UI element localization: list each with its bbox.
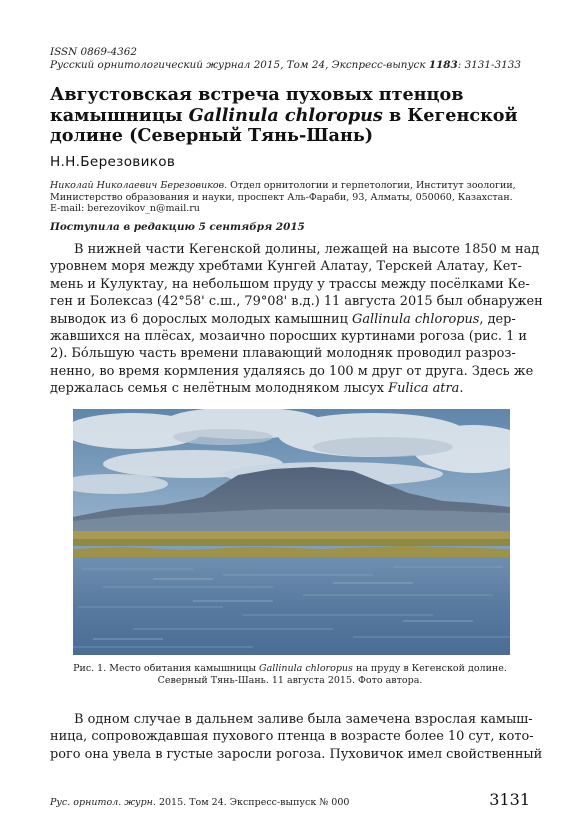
body-paragraph-2 xyxy=(50,711,543,763)
habitat-photo xyxy=(73,409,510,655)
caption-species-name: Gallinula chloropus xyxy=(259,663,353,674)
affiliation-line-2: Министерство образования и науки, проспект Аль-Фараби, 93, Алматы, 050060, Казахстан. xyxy=(50,191,513,203)
text-span: , дер- xyxy=(479,311,516,327)
journal-name: Русский орнитологический журнал 2015, Том 24, Экспресс-выпуск xyxy=(50,59,429,71)
footer-issue: 2015. Том 24. Экспресс-выпуск № 000 xyxy=(155,797,350,808)
text-span: выводок из 6 дорослых молодых камышниц xyxy=(50,311,353,327)
text-line: ненно, во время кормления удаляясь до 100 м друг от друга. Здесь же xyxy=(50,363,534,379)
title-line-3: долине (Северный Тянь-Шань) xyxy=(50,125,374,146)
body-paragraph-1 xyxy=(50,241,543,398)
received-date: Поступила в редакцию 5 сентября 2015 xyxy=(50,221,305,233)
title-species-name: Gallinula chloropus xyxy=(188,104,383,126)
text-line: ген и Болексаз (42°58' с.ш., 79°08' в.д.) 11 августа 2015 был обнаружен xyxy=(50,294,543,310)
page-number: 3131 xyxy=(489,790,530,809)
text-span: держалась семья с нелётным молодняком лысух xyxy=(50,381,389,397)
text-span: . xyxy=(459,381,464,397)
text-line: ница, сопровождавшая пухового птенца в возрасте более 10 сут, кото- xyxy=(50,729,534,745)
footer-citation xyxy=(50,797,349,808)
pond-water xyxy=(73,557,510,655)
text-line: жавшихся на плёсах, мозаично поросших куртинами рогоза (рис. 1 и xyxy=(50,329,527,345)
caption-line-2: Северный Тянь-Шань. 11 августа 2015. Фото автора. xyxy=(157,675,423,687)
title-text: в Кегенской xyxy=(382,104,518,126)
title-line-1: Августовская встреча пуховых птенцов xyxy=(50,84,464,105)
author-name: Н.Н.Березовиков xyxy=(50,154,176,170)
author-email[interactable]: E-mail: berezovikov_n@mail.ru xyxy=(50,203,200,215)
text-line: В одном случае в дальнем заливе была замечена взрослая камыш- xyxy=(74,712,533,727)
author-affiliation xyxy=(50,180,532,215)
journal-header xyxy=(50,46,540,72)
article-title xyxy=(50,85,530,147)
title-line-2 xyxy=(50,106,530,127)
journal-citation xyxy=(50,59,540,72)
caption-text: Рис. 1. Место обитания камышницы xyxy=(73,663,260,674)
species-name: Fulica atra xyxy=(388,381,460,397)
footer-journal-abbrev: Рус. орнитол. журн. xyxy=(50,797,156,808)
affiliation-author: Николай Николаевич Березовиков xyxy=(50,180,225,191)
text-line: уровнем моря между хребтами Кунгей Алатау, Терскей Алатау, Кет- xyxy=(50,259,522,275)
text-line: 2). Бо́льшую часть времени плавающий молодняк проводил разроз- xyxy=(50,346,516,362)
affiliation-institute: . Отдел орнитологии и герпетологии, Институт зоологии, xyxy=(224,180,516,191)
text-line xyxy=(50,311,530,328)
issue-number: 1183 xyxy=(428,59,458,71)
photo-landscape xyxy=(73,409,510,655)
species-name: Gallinula chloropus xyxy=(352,311,480,327)
caption-line-1 xyxy=(60,663,520,675)
text-line xyxy=(50,380,530,397)
title-text: камышницы xyxy=(50,104,189,126)
figure-caption xyxy=(60,663,520,688)
text-line: рого она увела в густые заросли рогоза. Пуховичок имел свойственный xyxy=(50,746,543,762)
text-line: мень и Кулуктау, на небольшом пруду у трассы между посёлками Ке- xyxy=(50,276,530,292)
page-range: : 3131-3133 xyxy=(457,59,521,71)
issn: ISSN 0869-4362 xyxy=(50,46,137,58)
affiliation-line-1 xyxy=(50,180,532,192)
text-line: В нижней части Кегенской долины, лежащей на высоте 1850 м над xyxy=(74,242,540,257)
caption-text: на пруду в Кегенской долине. xyxy=(352,663,507,674)
